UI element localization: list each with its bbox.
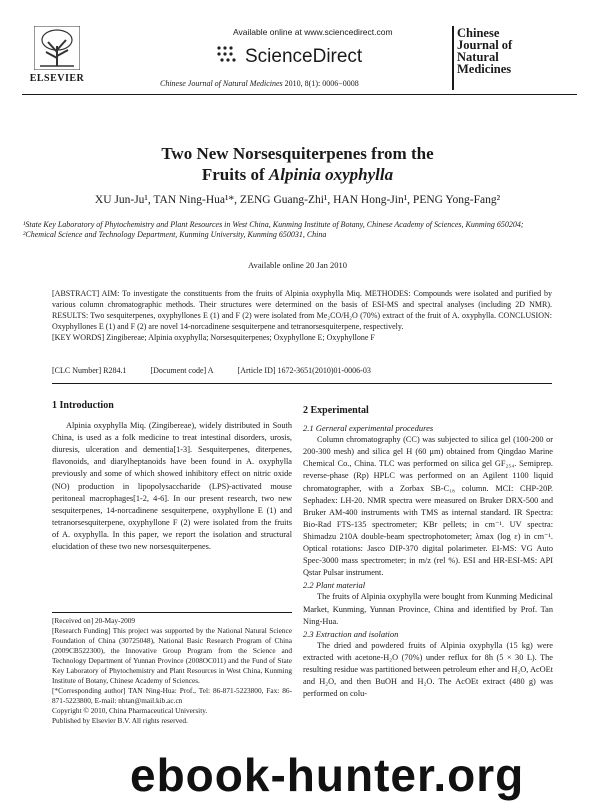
title-species: Alpinia oxyphylla xyxy=(268,165,394,184)
keywords: [KEY WORDS] Zingibereae; Alpinia oxyphylla; Norsesquiterpenes; Oxyphyllone E; Oxyphyllone F xyxy=(52,333,375,342)
clc-number: [CLC Number] R284.1 xyxy=(52,366,127,375)
received-date: [Received on] 20-May-2009 xyxy=(52,616,136,625)
article-title xyxy=(0,143,595,185)
journal-badge-line: Natural xyxy=(457,50,499,64)
affiliation-2: ²Chemical Science and Technology Department, Kunming University, Kunming 650031, China xyxy=(23,230,327,239)
affiliation-1: ¹State Key Laboratory of Phytochemistry and Plant Resources in West China, Kunming Institute of Botany, Chinese Academy of Sciences, Kunming 650204; xyxy=(23,220,524,229)
corresponding-author: [*Corresponding author] TAN Ning-Hua: Prof., Tel: 86-871-5223800, Fax: 86-871-5223800, E-mail: nhtan@mail.kib.ac.cn xyxy=(52,686,292,705)
classification-row xyxy=(52,366,552,375)
introduction-paragraph: Alpinia oxyphylla Miq. (Zingibereae), widely distributed in South China, is used as a folk medicine to treat intestinal disorders, urosis, diuresis, ulceration and dementia[1-3]. Sesquiterpenes, diterpenes, flavonoids, and diarylheptanoids have been found in A. oxyphylla previously and some of which showed inhibitory effect on nitric oxide (NO) production in lipopolysaccharide (LPS)-activated mouse peritoneal macrophages[1-2, 4-6]. In our present research, two new sesquiterpenes, 14-norcadinene sesquiterpene, oxyphyllone E (1) and tetranorsesquiterpene, oxyphyllone F (2) were isolated from the fruits of A. oxyphylla. In this paper, we report the isolation and structural elucidation of these two new norsesquiterpenes. xyxy=(52,421,292,552)
copyright: Copyright © 2010, China Pharmaceutical University. xyxy=(52,706,208,715)
subsection-heading-plant: 2.2 Plant material xyxy=(303,580,366,591)
header-rule xyxy=(22,94,577,95)
introduction-heading: 1 Introduction xyxy=(52,400,114,411)
journal-badge-divider xyxy=(452,26,454,90)
abstract-rule xyxy=(52,383,552,384)
plant-material-paragraph: The fruits of Alpinia oxyphylla were bought from Kunming Medicinal Market, Kunming, Yunnan Province, China and identified by Prof. Tan Ning-Hua. xyxy=(303,592,553,626)
experimental-heading: 2 Experimental xyxy=(303,405,369,416)
footnotes xyxy=(52,616,292,726)
elsevier-logo xyxy=(22,26,92,88)
title-line-2-prefix: Fruits of xyxy=(201,165,269,184)
journal-badge-line: Chinese xyxy=(457,26,500,40)
subsection-heading-general: 2.1 Gerneral experimental procedures xyxy=(303,423,434,434)
available-online-banner: Available online at www.sciencedirect.com xyxy=(233,27,393,37)
journal-badge-line: Medicines xyxy=(457,62,512,76)
article-id: [Article ID] 1672-3651(2010)01-0006-03 xyxy=(237,366,371,375)
experimental-section xyxy=(303,405,553,700)
abstract-text: [ABSTRACT] AIM: To investigate the constituents from the fruits of Alpinia oxyphylla Miq. METHODES: Compounds were isolated and purified by various column chromatographic methods. Their structures were determined on the basis of ESI-MS and spectral analyses (including 2D NMR). RESULTS: Two sesquiterpenes, oxyphyllones E (1) and F (2) were isolated from Me₂CO/H₂O (70%) extract of the fruit of A. oxyphylla. CONCLUSION: Oxyphyllones E (1) and F (2) are novel 14-norcadinene sesquiterpene and tetranorsesquiterpene, respectively. xyxy=(52,289,552,331)
title-line-1: Two New Norsesquiterpenes from the xyxy=(161,144,434,163)
elsevier-tree-icon xyxy=(34,26,80,70)
footnote-rule xyxy=(52,612,292,613)
journal-badge-line: Journal of xyxy=(457,38,513,52)
subsection-heading-extraction: 2.3 Extraction and isolation xyxy=(303,628,399,639)
journal-badge xyxy=(457,27,577,75)
journal-citation xyxy=(160,79,359,88)
title-line-2 xyxy=(0,164,595,185)
author-list: XU Jun-Ju¹, TAN Ning-Hua¹*, ZENG Guang-Zhi¹, HAN Hong-Jin¹, PENG Yong-Fang² xyxy=(94,194,501,206)
sciencedirect-wordmark: ScienceDirect xyxy=(245,46,363,67)
document-code: [Document code] A xyxy=(150,366,214,375)
abstract xyxy=(52,288,552,343)
sciencedirect-dots-icon xyxy=(215,44,237,66)
publisher-note: Published by Elsevier B.V. All rights reserved. xyxy=(52,716,188,725)
journal-volume-pages: 2010, 8(1): 0006−0008 xyxy=(282,79,359,88)
affiliations xyxy=(23,220,578,240)
available-online-date: Available online 20 Jan 2010 xyxy=(248,260,347,270)
extraction-paragraph: The dried and powdered fruits of Alpinia oxyphylla (15 kg) were extracted with acetone-H₂O (70%) under reflux for 8h (5 × 30 L). The resulting residue was partitioned between petroleum ether and H₂O, AcOEt and H₂O, and then BuOH and H₂O. The AcOEt extract (480 g) was performed on colu- xyxy=(303,640,553,699)
general-procedures-paragraph: Column chromatography (CC) was subjected to silica gel (100-200 or 200-300 mesh) and silica gel H (60 μm) obtained from Qingdao Marine Chemical Co., China. TLC was performed on silica gel GF₂₅₄. Semiprep. reverse-phase (Rp) HPLC was performed on an Agilent 1100 liquid chromatographer, with a Zorbax SB-C₁₈ column. MCI: CHP-20P. Sephadex: LH-20. NMR spectra were measured on Bruker DRX-500 and Bruker AM-400 instruments with TMS as internal standard. IR Spectra: Bio-Rad FTS-135 spectrometer; KBr pellets; in cm⁻¹. UV spectra: Shimadzu 210A double-beam spectrophotometer; λmax (log ε) in cm⁻¹. Optical rotations: Jasco DIP-370 digital polarimeter. EI-MS: VG Auto Spec-3000 mass spectrometer; in m/z (rel %). ESI and HR-ESI-MS: API Qstar Pulsar instrument. xyxy=(303,435,553,578)
watermark: ebook-hunter.org xyxy=(130,749,525,801)
journal-name: Chinese Journal of Natural Medicines xyxy=(160,79,283,88)
elsevier-wordmark: ELSEVIER xyxy=(29,73,85,84)
research-funding: [Research Funding] This project was supported by the National Natural Science Foundation of China (30725048), National Basic Research Program of China (2009CB522300), the Innovative Group Program from the Science and Technology Department of Yunnan Province (2008OC011) and the Fund of State Key Laboratory of Phytochemistry and Plant Resources in West China, Kunming Institute of Botany, Chinese Academy of Sciences. xyxy=(52,626,292,685)
introduction-section xyxy=(52,400,292,553)
